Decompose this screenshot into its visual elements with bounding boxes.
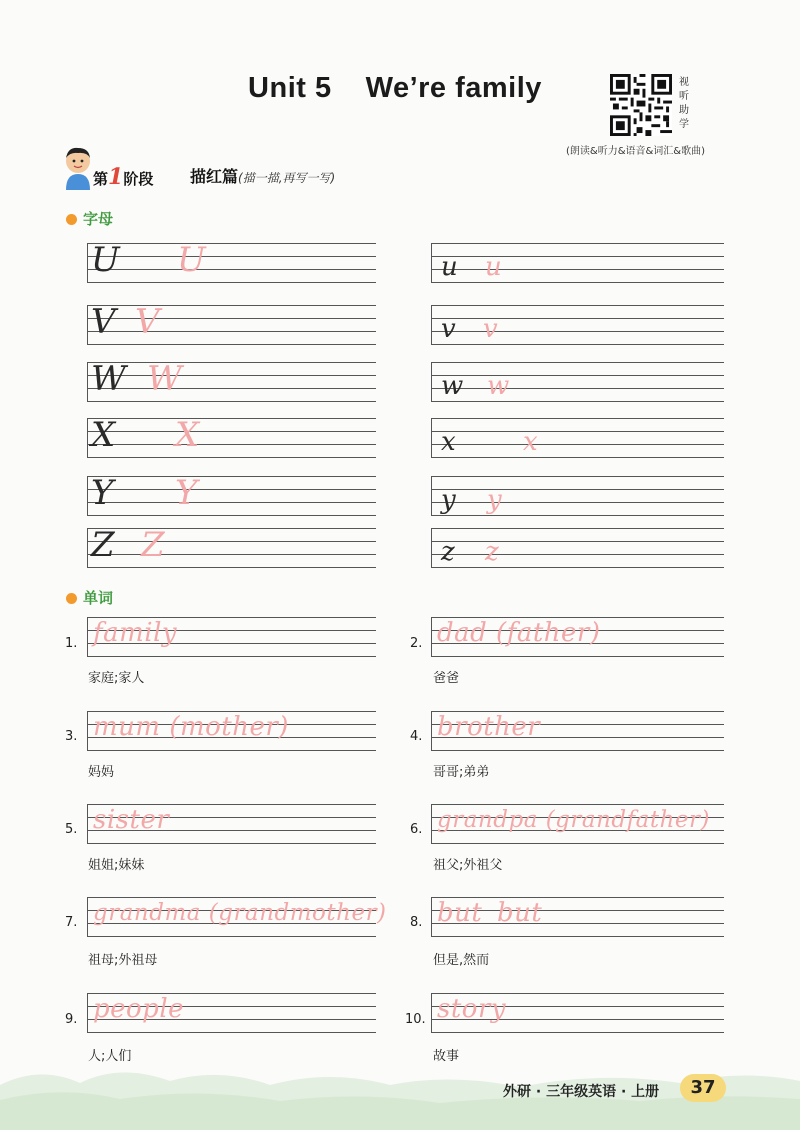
word-meaning: 人;人们	[88, 1049, 132, 1064]
letter-model: Z	[91, 525, 115, 565]
letter-model: x	[441, 427, 456, 457]
letter-practice-lower-y[interactable]	[431, 476, 724, 515]
letter-practice-lower-x[interactable]	[431, 418, 724, 457]
word-trace: mum (mother)	[93, 712, 289, 742]
word-meaning: 家庭;家人	[88, 671, 145, 686]
word-trace: people	[93, 994, 185, 1024]
unit-name: We’re family	[365, 72, 542, 104]
word-trace: grandma (grandmother)	[93, 900, 387, 926]
letter-trace: V	[135, 302, 160, 342]
letter-trace: X	[175, 415, 200, 455]
word-trace: brother	[437, 712, 541, 742]
word-practice-grandma[interactable]	[87, 897, 387, 936]
word-number: 9.	[65, 1012, 78, 1027]
letter-model: X	[91, 415, 116, 455]
word-practice-grandpa[interactable]	[431, 804, 724, 843]
letter-trace: w	[487, 371, 510, 401]
letter-model: V	[91, 302, 116, 342]
letter-model: u	[441, 252, 458, 282]
letter-practice-upper-u[interactable]	[87, 240, 376, 282]
stage-number: 1	[108, 164, 124, 190]
word-practice-people[interactable]	[87, 993, 376, 1032]
word-practice-but[interactable]	[431, 897, 724, 936]
letter-model: y	[441, 485, 456, 515]
word-number: 3.	[65, 729, 78, 744]
letter-practice-lower-w[interactable]	[431, 362, 724, 401]
word-meaning: 姐姐;妹妹	[88, 858, 145, 873]
letter-practice-lower-z[interactable]	[431, 528, 724, 567]
letter-practice-lower-u[interactable]	[431, 243, 724, 282]
word-meaning: 祖母;外祖母	[88, 953, 158, 968]
word-meaning: 爸爸	[433, 671, 460, 686]
qr-code-icon[interactable]	[610, 74, 672, 136]
qr-subtitle: (朗读&听力&语音&词汇&歌曲)	[566, 146, 705, 157]
word-trace: sister	[93, 805, 170, 835]
footer-book-title: 外研 · 三年级英语 · 上册	[503, 1084, 660, 1100]
letter-trace: W	[147, 359, 182, 399]
word-number: 8.	[410, 915, 423, 930]
word-number: 1.	[65, 636, 78, 651]
letter-trace: Z	[141, 525, 165, 565]
letter-practice-upper-v[interactable]	[87, 302, 376, 344]
letter-practice-upper-w[interactable]	[87, 359, 376, 401]
word-meaning: 哥哥;弟弟	[433, 765, 490, 780]
page-number: 37	[680, 1074, 726, 1102]
letter-model: W	[91, 359, 126, 399]
word-meaning: 妈妈	[88, 765, 115, 780]
word-meaning: 但是,然而	[433, 953, 490, 968]
bullet-icon	[66, 214, 77, 225]
word-trace: grandpa (grandfather)	[437, 807, 711, 833]
word-practice-dad[interactable]	[431, 617, 724, 656]
word-number: 4.	[410, 729, 423, 744]
word-practice-family[interactable]	[87, 617, 376, 656]
word-practice-mum[interactable]	[87, 711, 376, 750]
letter-practice-upper-x[interactable]	[87, 415, 376, 457]
letters-heading: 字母	[66, 208, 113, 229]
unit-label: Unit 5	[248, 72, 332, 104]
word-number: 10.	[405, 1012, 426, 1027]
stage-subtitle: (描一描,再写一写)	[238, 171, 336, 185]
letter-trace: v	[483, 314, 498, 344]
word-trace-repeat: but	[497, 898, 543, 928]
word-number: 7.	[65, 915, 78, 930]
letter-trace: z	[485, 537, 499, 567]
word-meaning: 祖父;外祖父	[433, 858, 503, 873]
qr-label: 视 听 助 学	[679, 77, 689, 130]
words-heading: 单词	[66, 587, 113, 608]
stage-title: 描红篇(描一描,再写一写)	[190, 167, 336, 186]
letter-trace: u	[485, 252, 502, 282]
word-practice-sister[interactable]	[87, 804, 376, 843]
letter-model: w	[441, 371, 464, 401]
boy-mascot-icon	[60, 146, 96, 192]
letter-model: U	[91, 240, 120, 280]
letter-model: v	[441, 314, 456, 344]
bullet-icon	[66, 593, 77, 604]
letter-trace: x	[523, 427, 538, 457]
letter-trace: U	[177, 240, 206, 280]
word-number: 2.	[410, 636, 423, 651]
letter-practice-upper-z[interactable]	[87, 525, 376, 567]
stage-label: 第1阶段	[93, 164, 154, 190]
letter-model: z	[441, 537, 455, 567]
word-number: 5.	[65, 822, 78, 837]
word-number: 6.	[410, 822, 423, 837]
word-meaning: 故事	[433, 1049, 460, 1064]
word-trace: dad (father)	[437, 618, 601, 648]
letter-model: Y	[91, 473, 114, 513]
word-practice-story[interactable]	[431, 993, 724, 1032]
word-trace: family	[93, 618, 178, 648]
word-trace: story	[437, 994, 507, 1024]
letter-practice-upper-y[interactable]	[87, 473, 376, 515]
letter-practice-lower-v[interactable]	[431, 305, 724, 344]
word-practice-brother[interactable]	[431, 711, 724, 750]
letter-trace: y	[487, 485, 502, 515]
word-trace: but	[437, 898, 483, 928]
letter-trace: Y	[175, 473, 198, 513]
